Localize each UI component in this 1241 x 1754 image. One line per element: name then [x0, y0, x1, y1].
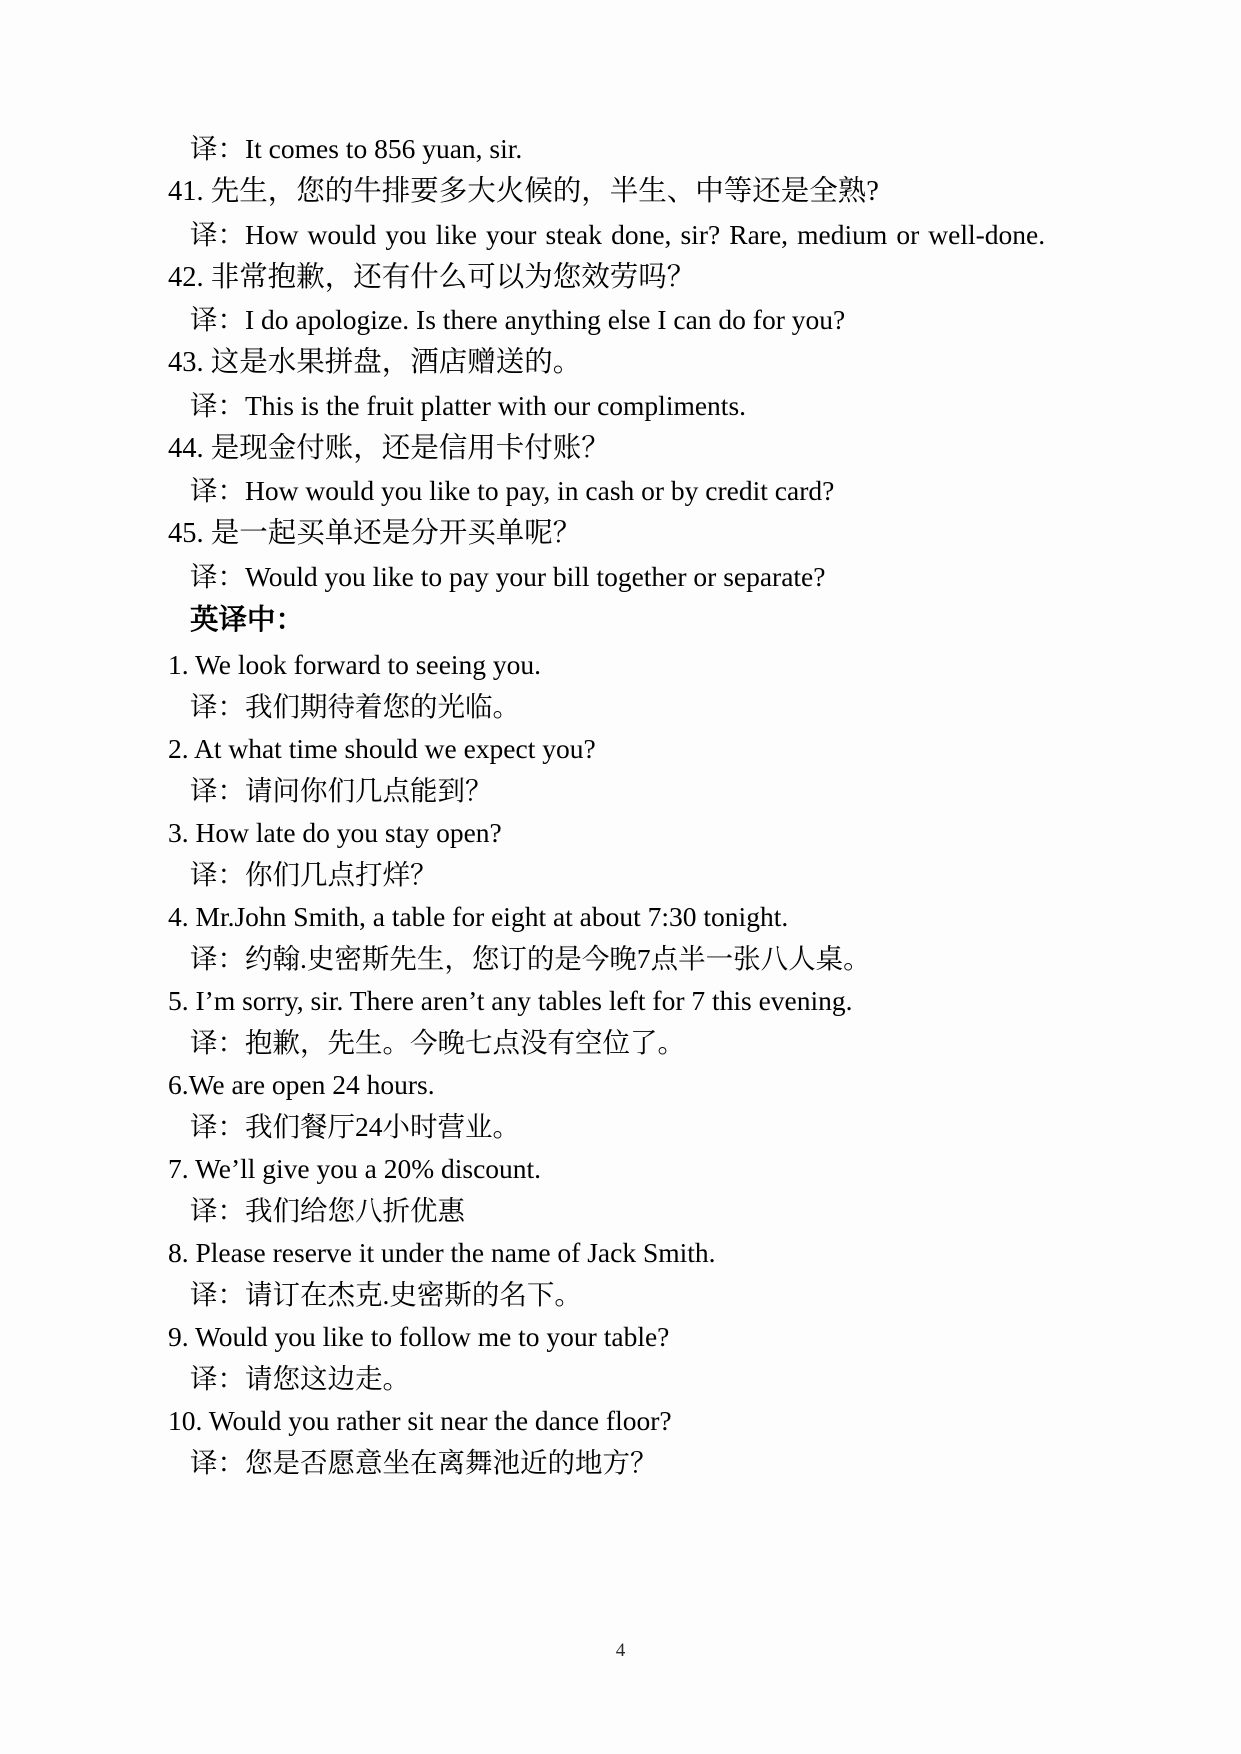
translation-line-43: 译：This is the fruit platter with our compliments.: [190, 389, 747, 421]
prompt-line-3: 3. How late do you stay open?: [168, 816, 502, 848]
prompt-line-44: 44. 是现金付账，还是信用卡付账？: [168, 432, 610, 464]
prompt-line-4: 4. Mr.John Smith, a table for eight at about 7:30 tonight.: [168, 900, 789, 932]
translation-line-6: 译：我们餐厅24小时营业。: [190, 1110, 520, 1142]
prompt-line-41: 41. 先生，您的牛排要多大火候的，半生、中等还是全熟?: [168, 176, 879, 207]
prompt-line-43: 43. 这是水果拼盘，酒店赠送的。: [168, 347, 582, 378]
translation-line-41: 译：How would you like your steak done, sir? Rare, medium or well-done.: [190, 218, 1046, 250]
prompt-line-7: 7. We’ll give you a 20% discount.: [168, 1152, 542, 1184]
prompt-line-5: 5. I’m sorry, sir. There aren’t any tables left for 7 this evening.: [168, 984, 853, 1016]
translation-line-1: 译：我们期待着您的光临。: [190, 690, 520, 722]
prompt-line-6: 6.We are open 24 hours.: [168, 1068, 435, 1100]
prompt-line-1: 1. We look forward to seeing you.: [168, 648, 542, 680]
page-content: [168, 128, 1058, 1484]
translation-line-4: 译：约翰.史密斯先生，您订的是今晚7点半一张八人桌。: [190, 942, 871, 974]
prompt-line-10: 10. Would you rather sit near the dance floor?: [168, 1404, 672, 1436]
section-heading: 英译中：: [190, 604, 305, 636]
prompt-line-8: 8. Please reserve it under the name of Jack Smith.: [168, 1236, 716, 1268]
page-number: 4: [615, 1640, 626, 1661]
prompt-line-45: 45. 是一起买单还是分开买单呢？: [168, 518, 582, 549]
translation-line-45: 译：Would you like to pay your bill together or separate?: [190, 560, 826, 592]
translation-line-9: 译：请您这边走。: [190, 1362, 410, 1394]
translation-line: 译：It comes to 856 yuan, sir.: [190, 133, 523, 164]
translation-line-3: 译：你们几点打烊？: [190, 858, 438, 890]
translation-line-8: 译：请订在杰克.史密斯的名下。: [190, 1278, 582, 1310]
translation-line-2: 译：请问你们几点能到？: [190, 774, 493, 806]
prompt-line-42: 42. 非常抱歉，还有什么可以为您效劳吗？: [168, 261, 696, 293]
translation-line-7: 译：我们给您八折优惠: [190, 1194, 465, 1226]
translation-line-42: 译：I do apologize. Is there anything else I can do for you?: [190, 304, 846, 335]
section-english-to-chinese: [168, 598, 1058, 1484]
prompt-line-9: 9. Would you like to follow me to your table?: [168, 1320, 670, 1352]
translation-line-10: 译：您是否愿意坐在离舞池近的地方？: [190, 1446, 658, 1478]
translation-line-5: 译：抱歉，先生。今晚七点没有空位了。: [190, 1026, 685, 1058]
translation-line-44: 译：How would you like to pay, in cash or by credit card?: [190, 475, 835, 506]
prompt-line-2: 2. At what time should we expect you?: [168, 732, 596, 764]
section-chinese-to-english: [168, 128, 1058, 598]
